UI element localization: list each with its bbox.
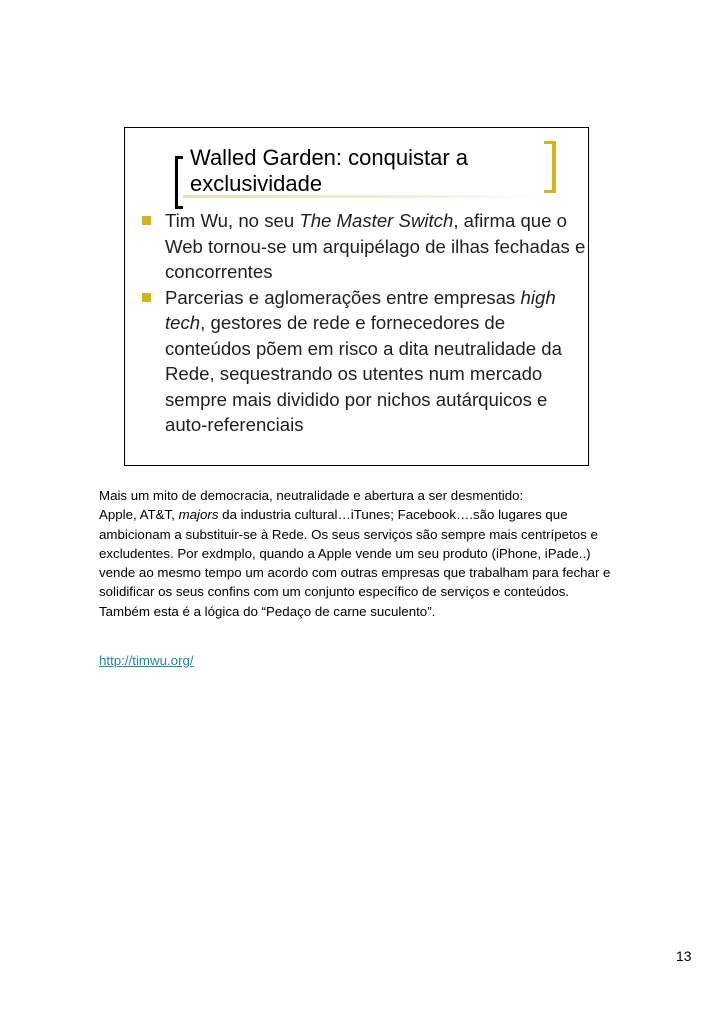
- notes-line-1: Mais um mito de democracia, neutralidade e abertura a ser desmentido:: [99, 488, 524, 503]
- bullet-item: [142, 285, 587, 438]
- bullet-text-start: Tim Wu, no seu: [165, 210, 300, 231]
- square-bullet-icon: [142, 293, 151, 302]
- notes-text: Apple, AT&T,: [99, 507, 179, 523]
- speaker-notes: [99, 486, 619, 621]
- notes-emphasis: majors: [178, 507, 219, 523]
- slide-title: Walled Garden: conquistar a exclusividade: [190, 145, 468, 196]
- notes-link-line: [99, 651, 194, 670]
- bullet-item: [142, 208, 587, 285]
- notes-text-continued: da industria cultural…iTunes; Facebook….são lugares que ambicionam a substituir-se à Rede. Os seus serviços são sempre mais centrípetos e excludentes. Por exdmplo, quando a Apple vende um seu produto (iPhone, iPade..) vende ao mesmo tempo um acordo com outras empresas que trabalham para fechar e solidificar os seus confins com um conjunto específico de serviços e conteúdos. Também esta é a lógica do “Pedaço de carne suculento”.: [99, 507, 611, 619]
- title-bracket-left: [175, 156, 183, 209]
- bullet-list: [142, 208, 587, 438]
- square-bullet-icon: [142, 216, 151, 225]
- bullet-text-end: , gestores de rede e fornecedores de conteúdos põem em risco a dita neutralidade da Rede, sequestrando os utentes num mercado sempre mais dividido por nichos autárquicos e auto-referenciais: [165, 312, 562, 435]
- bullet-emphasis: The Master Switch: [299, 210, 454, 231]
- bullet-emphasis: high tech: [165, 286, 556, 333]
- page-number: 13: [676, 948, 692, 964]
- timwu-link[interactable]: http://timwu.org/: [99, 653, 194, 668]
- bullet-text-start: Parcerias e aglomerações entre empresas: [165, 286, 521, 308]
- bullet-text-end: , afirma que o Web tornou-se um arquipélago de ilhas fechadas e concorrentes: [165, 210, 586, 282]
- slide-thumbnail: [124, 127, 589, 466]
